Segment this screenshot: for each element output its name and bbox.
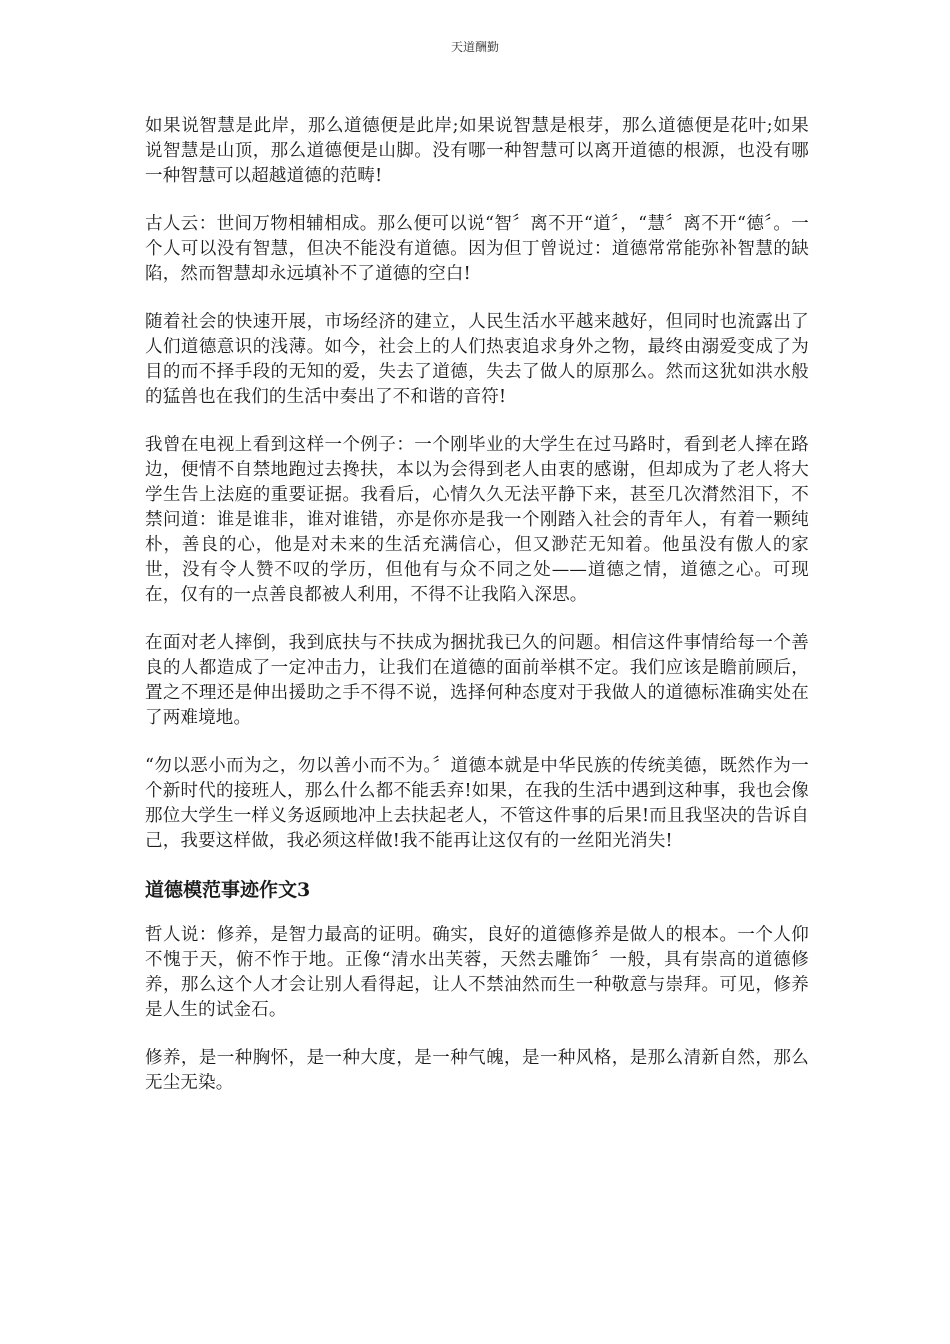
paragraph: 在面对老人摔倒，我到底扶与不扶成为捆扰我已久的问题。相信这件事情给每一个善良的人都造成了一定冲击力，让我们在道德的面前举棋不定。我们应该是瞻前顾后，置之不理还是伸出援助之手不得不说，选择何种态度对于我做人的道德标准确实处在了两难境地。 (145, 633, 809, 728)
paragraph: 哲人说：修养，是智力最高的证明。确实，良好的道德修养是做人的根本。一个人仰不愧于天，俯不怍于地。正像“清水出芙蓉，天然去雕饰〞一般，具有崇高的道德修养，那么这个人才会让别人看得起，让人不禁油然而生一种敬意与崇拜。可见，修养是人生的试金石。 (145, 925, 809, 1020)
paragraph: “勿以恶小而为之，勿以善小而不为。〞道德本就是中华民族的传统美德，既然作为一个新时代的接班人，那么什么都不能丢弃!如果，在我的生活中遇到这种事，我也会像那位大学生一样义务返顾地冲上去扶起老人，不管这件事的后果!而且我坚决的告诉自己，我要这样做，我必须这样做!我不能再让这仅有的一丝阳光消失! (145, 756, 809, 851)
paragraph: 修养，是一种胸怀，是一种大度，是一种气魄，是一种风格，是那么清新自然，那么无尘无染。 (145, 1048, 809, 1093)
paragraph: 如果说智慧是此岸，那么道德便是此岸;如果说智慧是根芽，那么道德便是花叶;如果说智慧是山顶，那么道德便是山脚。没有哪一种智慧可以离开道德的根源，也没有哪一种智慧可以超越道德的范畴! (145, 116, 809, 186)
paragraph: 我曾在电视上看到这样一个例子：一个刚毕业的大学生在过马路时，看到老人摔在路边，便情不自禁地跑过去搀扶，本以为会得到老人由衷的感谢，但却成为了老人将大学生告上法庭的重要证据。我看后，心情久久无法平静下来，甚至几次潸然泪下，不禁问道：谁是谁非，谁对谁错，亦是你亦是我一个刚踏入社会的青年人，有着一颗纯朴，善良的心，他是对未来的生活充满信心，但又渺茫无知着。他虽没有傲人的家世，没有令人赞不叹的学历，但他有与众不同之处——道德之情，道德之心。可现在，仅有的一点善良都被人利用，不得不让我陷入深思。 (145, 435, 809, 605)
page-header: 天道酬勤 (450, 40, 499, 54)
section-heading: 道德模范事迹作文3 (145, 879, 311, 901)
paragraph: 随着社会的快速开展，市场经济的建立，人民生活水平越来越好，但同时也流露出了人们道德意识的浅薄。如今，社会上的人们热衷追求身外之物，最终由溺爱变成了为目的而不择手段的无知的爱，失去了道德，失去了做人的原那么。然而这犹如洪水般的猛兽也在我们的生活中奏出了不和谐的音符! (145, 312, 809, 407)
document-body (145, 114, 809, 1119)
paragraph: 古人云：世间万物相辅相成。那么便可以说“智〞离不开“道〞，“慧〞离不开“德〞。一个人可以没有智慧，但决不能没有道德。因为但丁曾说过：道德常常能弥补智慧的缺陷，然而智慧却永远填补不了道德的空白! (145, 214, 809, 284)
